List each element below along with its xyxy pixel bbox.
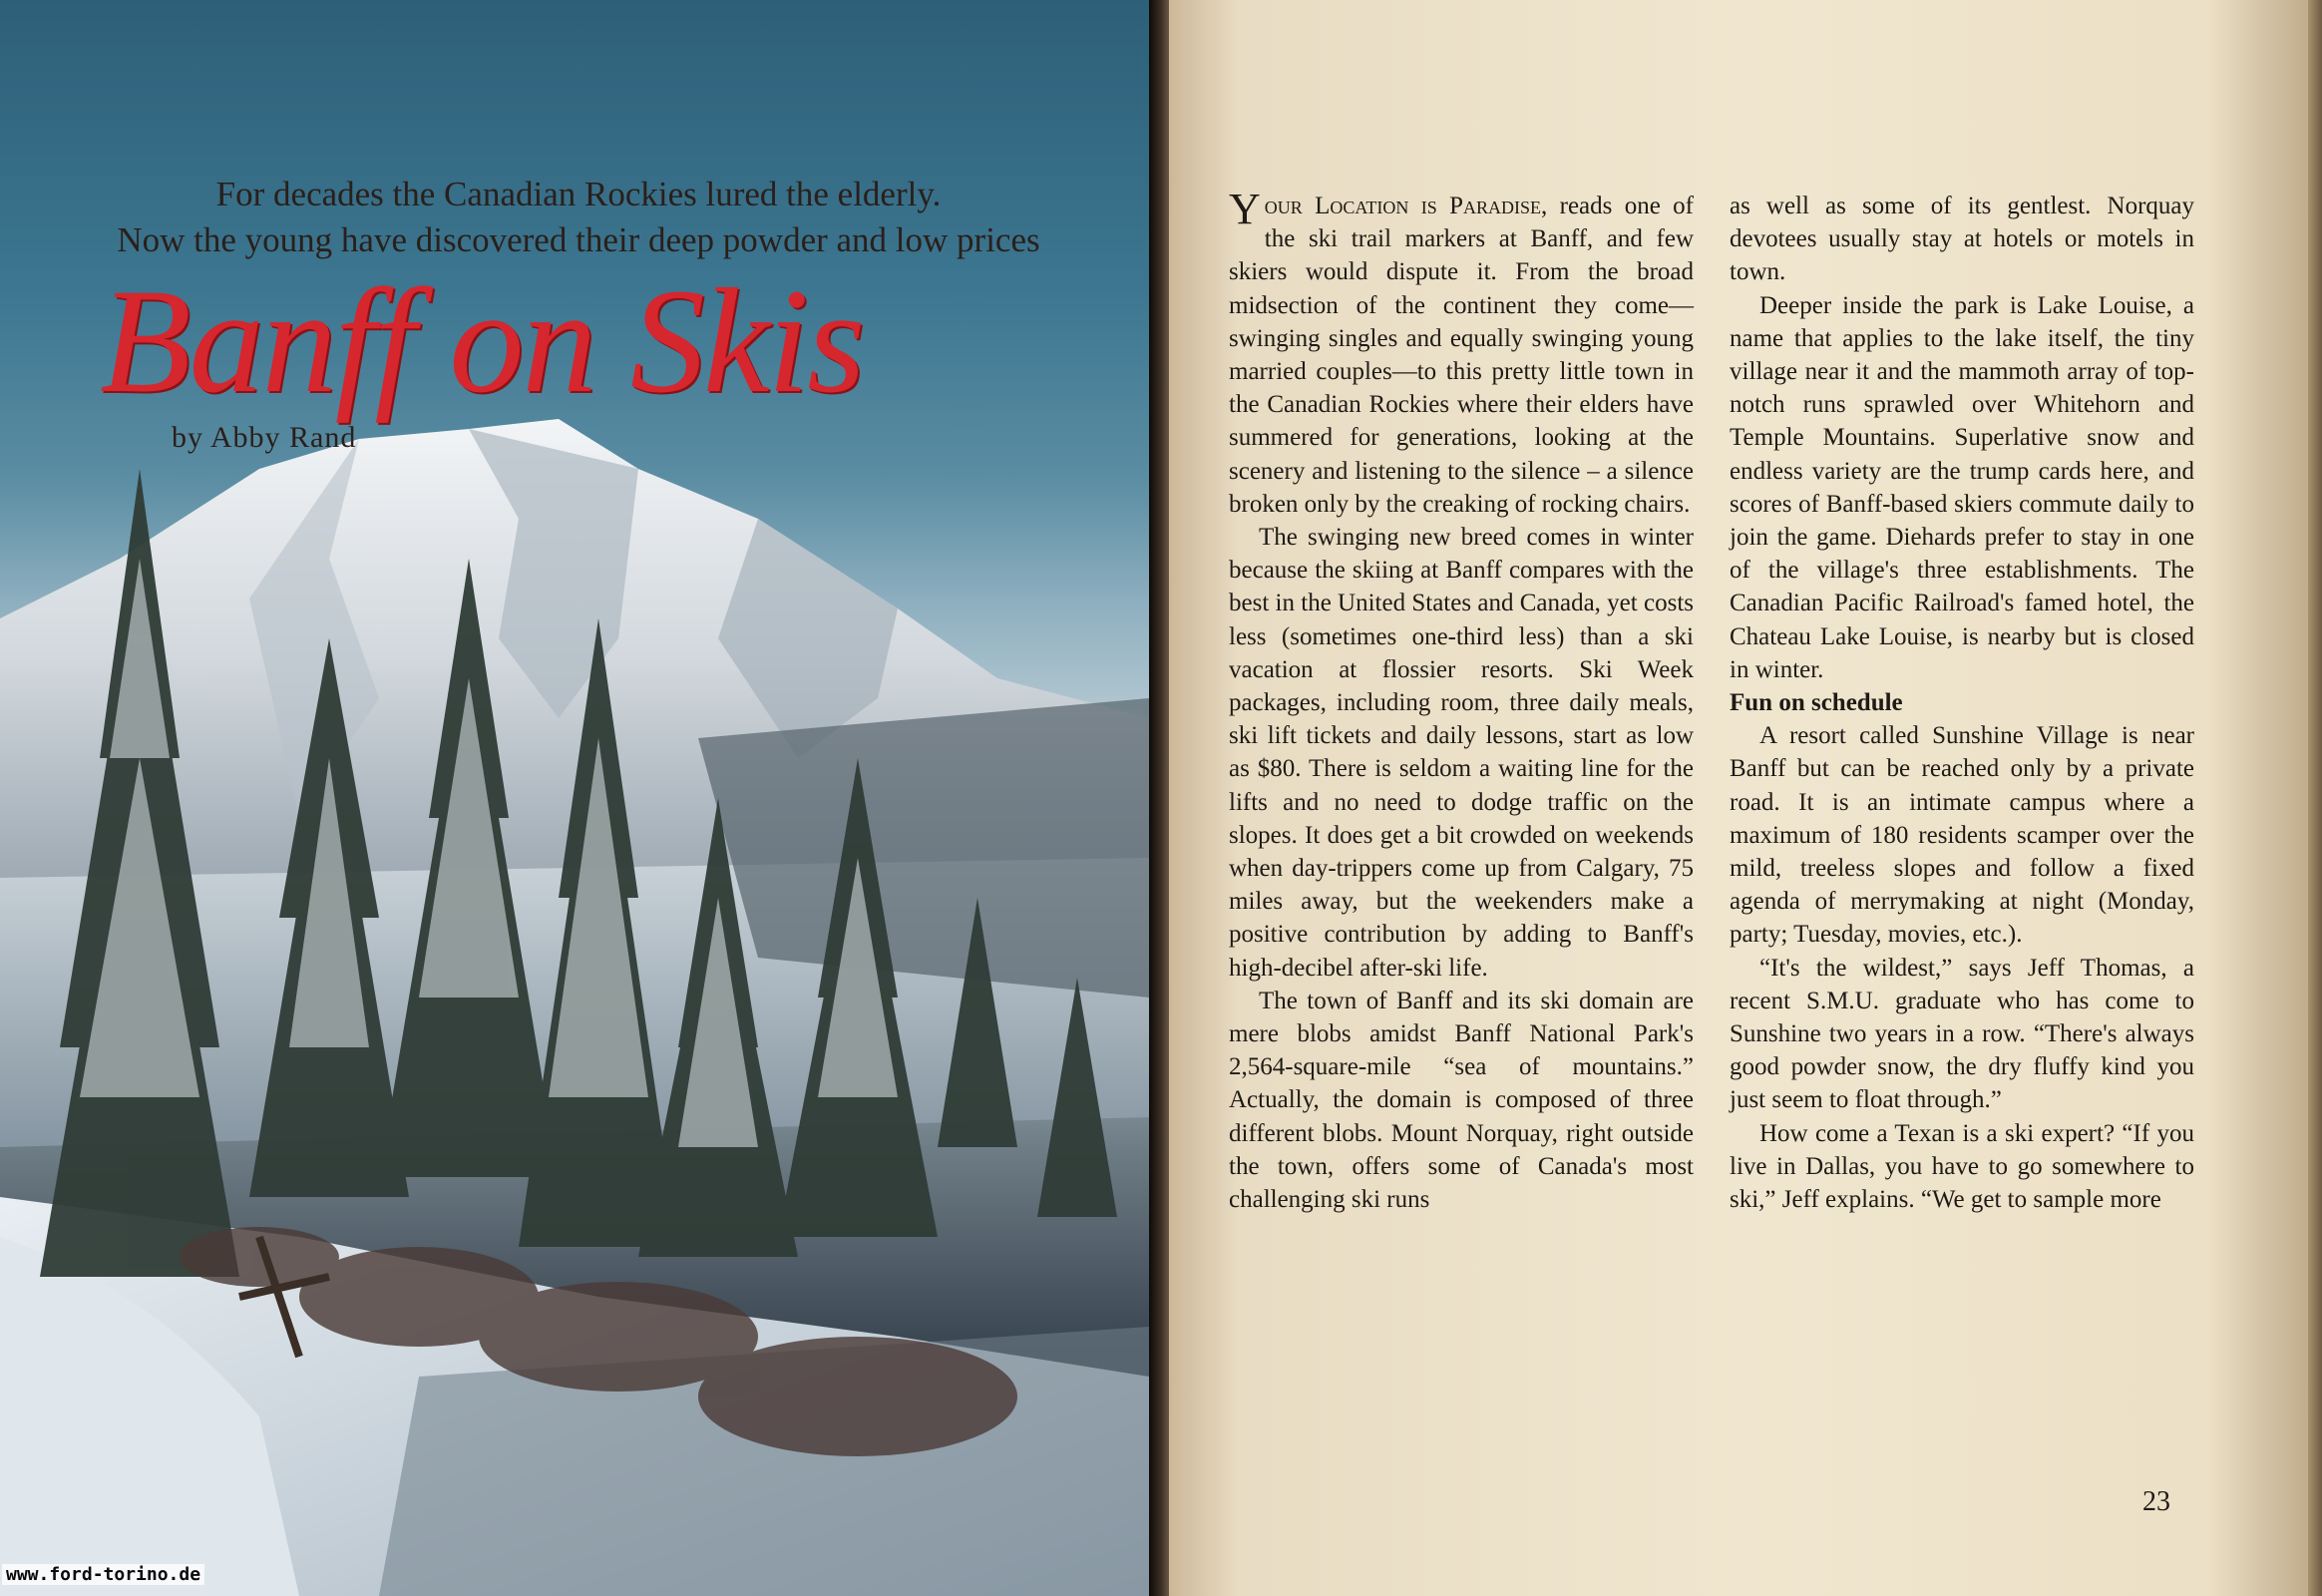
paragraph: The town of Banff and its ski domain are mere blobs amidst Banff National Park's 2,564-square-mile “sea of mountains.” Actually, the domain is composed of three different blobs. Mount Norquay, right outside the town, offers some of Canada's most challenging ski runs (1229, 987, 1694, 1214)
page-edge (2308, 0, 2322, 1596)
paragraph: “It's the wildest,” says Jeff Thomas, a recent S.M.U. graduate who has come to Sunshine two years in a row. “There's always good powder snow, the dry fluffy kind you just seem to float through.” (1730, 954, 2194, 1114)
paragraph: Deeper inside the park is Lake Louise, a name that applies to the lake itself, the tiny village near it and the mammoth array of top-notch runs sprawled over Whitehorn and Temple Mountains. Superlative snow and endless variety are the trump cards here, and scores of Banff-based skiers commute daily to join the game. Diehards prefer to stay in one of the village's three establishments. The Canadian Pacific Railroad's famed hotel, the Chateau Lake Louise, is nearby but is closed in winter. (1730, 291, 2194, 683)
article-headline: Banff on Skis (100, 258, 864, 424)
page-number: 23 (2142, 1486, 2170, 1517)
text-column-1 (1229, 185, 1695, 1216)
paragraph: as well as some of its gentlest. Norquay devotees usually stay at hotels or motels in town. (1730, 193, 2194, 286)
lead-text: reads one of the ski trail markers at Banff, and few skiers would dispute it. From the broad midsection of the continent they come—swinging singles and equally swinging young married couples—to this pretty little town in the Canadian Rockies where their elders have summered for generations, looking at the scenery and listening to the silence – a silence broken only by the creaking of rocking chairs. (1229, 193, 1695, 518)
lead-paragraph (1229, 185, 1695, 521)
drop-cap: Y (1229, 185, 1261, 233)
article-byline: by Abby Rand (172, 421, 357, 454)
page-gutter (1149, 0, 1169, 1596)
paragraph: The swinging new breed comes in winter because the skiing at Banff compares with the best in the United States and Canada, yet costs less (sometimes one-third less) than a ski vacation at flossier resorts. Ski Week packages, including room, three daily meals, ski lift tickets and daily lessons, start as low as $80. There is seldom a waiting line for the lifts and no need to dodge traffic on the slopes. It does get a bit crowded on weekends when day-trippers come up from Calgary, 75 miles away, but the weekenders make a positive contribution by adding to Banff's high-decibel after-ski life. (1229, 524, 1694, 982)
paragraph: How come a Texan is a ski expert? “If you live in Dallas, you have to go somewhere to ski,” Jeff explains. “We get to sample more (1730, 1119, 2194, 1214)
section-subhead: Fun on schedule (1730, 689, 1903, 717)
article-deck (40, 172, 1117, 263)
watermark-text: www.ford-torino.de (2, 1564, 204, 1585)
paragraph: A resort called Sunshine Village is near Banff but can be reached only by a private road. It is an intimate campus where a maximum of 180 residents scamper over the mild, treeless slopes and follow a fixed agenda of merrymaking at night (Monday, party; Tuesday, movies, etc.). (1730, 722, 2194, 949)
photo-page (0, 0, 1149, 1596)
deck-line-2: Now the young have discovered their deep powder and low prices (117, 220, 1040, 259)
lead-small-caps: our Location is Paradise, (1264, 193, 1548, 219)
deck-line-1: For decades the Canadian Rockies lured the elderly. (215, 175, 942, 213)
text-column-2 (1730, 190, 2194, 1216)
text-page (1169, 0, 2322, 1596)
